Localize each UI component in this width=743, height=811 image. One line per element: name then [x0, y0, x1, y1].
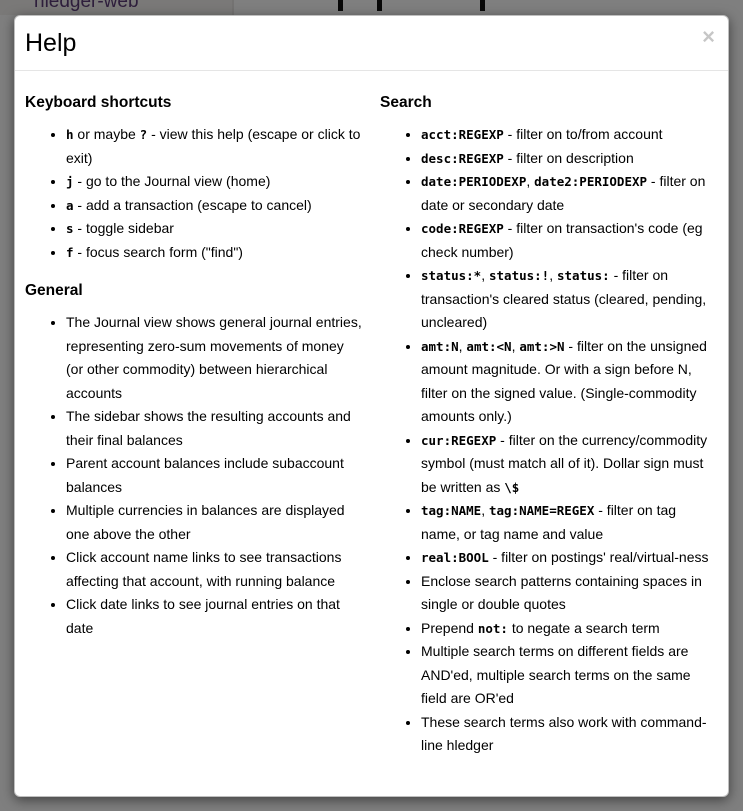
code-term: real:BOOL — [421, 550, 489, 565]
list-item: • acct:REGEXP - filter on to/from account — [421, 123, 718, 147]
code-term: j — [66, 174, 74, 189]
code-term: status: — [557, 268, 610, 283]
code-term: ? — [139, 127, 148, 142]
list-item: • code:REGEXP - filter on transaction's code (eg check number) — [421, 217, 718, 264]
list-item: • f - focus search form ("find") — [66, 241, 363, 265]
code-term: cur:REGEXP — [421, 432, 497, 448]
list-item: • Click account name links to see transactions affecting that account, with running balance — [66, 546, 363, 593]
list-item: • status:*, status:!, status: - filter on transaction's cleared status (cleared, pending, uncleared) — [421, 264, 718, 335]
code-term: f — [66, 244, 74, 260]
list-item: • Multiple search terms on different fields are AND'ed, multiple search terms on the same field are OR'ed — [421, 640, 718, 711]
section-list — [25, 311, 363, 640]
list-item: • amt:N, amt:<N, amt:>N - filter on the unsigned amount magnitude. Or with a sign before N, filter on the signed value. (Single-commodity amounts only.) — [421, 335, 718, 429]
code-term: amt:<N — [466, 338, 512, 354]
list-item: • cur:REGEXP - filter on the currency/commodity symbol (must match all of it). Dollar sign must be written as \$ — [421, 429, 718, 500]
code-term: code:REGEXP — [421, 221, 504, 236]
list-item: • Multiple currencies in balances are displayed one above the other — [66, 499, 363, 546]
code-term: date2:PERIODEXP — [534, 174, 648, 189]
help-column-left — [25, 76, 363, 770]
list-item: • s - toggle sidebar — [66, 217, 363, 241]
list-item: • The sidebar shows the resulting accounts and their final balances — [66, 405, 363, 452]
close-icon[interactable]: × — [702, 24, 715, 49]
section-heading: Search — [380, 94, 432, 111]
list-item: • real:BOOL - filter on postings' real/virtual-ness — [421, 546, 718, 570]
list-item: • Enclose search patterns containing spaces in single or double quotes — [421, 570, 718, 617]
code-term: tag:NAME=REGEX — [489, 503, 595, 518]
section-list — [380, 123, 718, 758]
code-term: \$ — [504, 479, 520, 495]
list-item: • Click date links to see journal entries on that date — [66, 593, 363, 640]
list-item: • The Journal view shows general journal entries, representing zero-sum movements of money (or other commodity) between hierarchical accounts — [66, 311, 363, 405]
list-item: • desc:REGEXP - filter on description — [421, 147, 718, 171]
list-item: • a - add a transaction (escape to cancel) — [66, 194, 363, 218]
modal-body — [15, 71, 728, 790]
list-item: • Prepend not: to negate a search term — [421, 617, 718, 641]
list-item: • date:PERIODEXP, date2:PERIODEXP - filter on date or secondary date — [421, 170, 718, 217]
list-item: • h or maybe ? - view this help (escape or click to exit) — [66, 123, 363, 170]
code-term: status:* — [421, 268, 482, 283]
code-term: status:! — [489, 268, 550, 283]
help-column-right — [380, 76, 718, 770]
code-term: not: — [477, 620, 508, 636]
list-item: • j - go to the Journal view (home) — [66, 170, 363, 194]
code-term: h — [66, 127, 74, 142]
list-item: • tag:NAME, tag:NAME=REGEX - filter on tag name, or tag name and value — [421, 499, 718, 546]
code-term: desc:REGEXP — [421, 150, 504, 166]
list-item: • Parent account balances include subaccount balances — [66, 452, 363, 499]
code-term: acct:REGEXP — [421, 127, 504, 142]
modal-title: Help — [25, 29, 77, 57]
code-term: a — [66, 197, 74, 213]
list-item: • These search terms also work with command-line hledger — [421, 711, 718, 758]
section-list — [25, 123, 363, 264]
code-term: date:PERIODEXP — [421, 174, 527, 189]
code-term: amt:>N — [519, 338, 565, 354]
section-heading: General — [25, 282, 83, 299]
section-heading: Keyboard shortcuts — [25, 94, 172, 111]
code-term: tag:NAME — [421, 503, 482, 518]
code-term: amt:N — [421, 338, 459, 354]
help-modal — [14, 15, 729, 797]
code-term: s — [66, 221, 74, 236]
modal-header — [15, 16, 728, 71]
